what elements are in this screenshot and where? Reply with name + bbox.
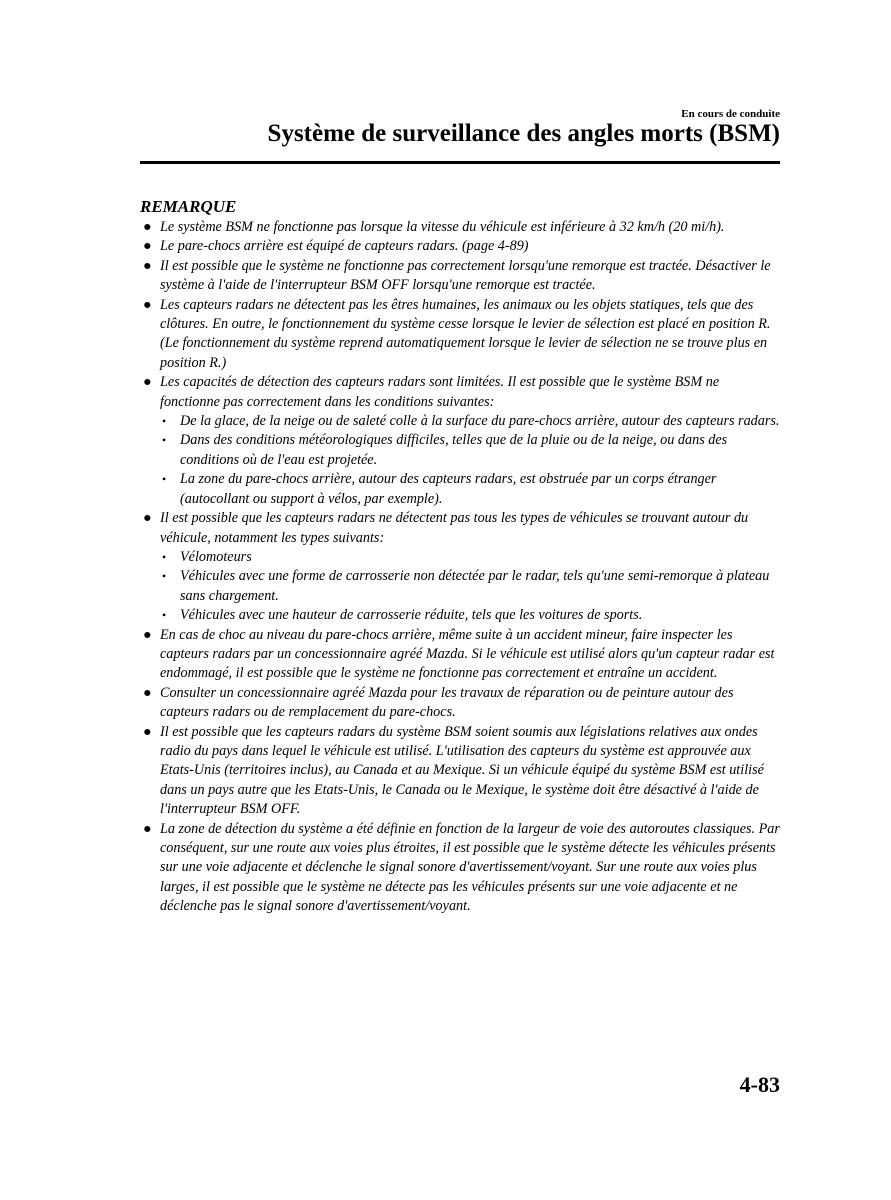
note-item-text: Les capacités de détection des capteurs radars sont limitées. Il est possible que le système BSM ne fonctionne pas correctement dans les conditions suivantes:	[160, 374, 720, 410]
title-divider	[140, 161, 780, 164]
sub-bullet-icon: •	[162, 608, 167, 623]
sub-item-text: Vélomoteurs	[180, 548, 252, 565]
sub-item	[160, 431, 780, 470]
sub-item	[160, 548, 780, 567]
bullet-icon: ●	[143, 238, 152, 255]
bullet-icon: ●	[143, 684, 152, 701]
note-item-text: La zone de détection du système a été définie en fonction de la largeur de voie des autoroutes classiques. Par conséquent, sur une route aux voies plus étroites, il est possible que le système détecte les véhicules présents sur une voie adjacente et déclenche le signal sonore d'avertissement/voyant. Sur une route aux voies plus larges, il est possible que le système ne détecte pas les véhicules présents sur une voie adjacente et ne déclenche pas le signal sonore d'avertissement/voyant.	[160, 820, 780, 915]
note-item-text: Les capteurs radars ne détectent pas les êtres humaines, les animaux ou les objets statiques, tels que des clôtures. En outre, le fonctionnement du système cesse lorsque le levier de sélection est placé en position R. (Le fonctionnement du système reprend automatiquement lorsque le levier de sélection ne se trouve plus en position R.)	[160, 296, 771, 371]
sub-bullet-icon: •	[162, 549, 167, 564]
sub-bullet-icon: •	[162, 569, 167, 584]
page-title: Système de surveillance des angles morts (BSM)	[267, 120, 780, 147]
bullet-icon: ●	[143, 219, 152, 235]
sub-item-text: Véhicules avec une forme de carrosserie non détectée par le radar, tels qu'une semi-remorque à plateau sans chargement.	[180, 568, 770, 604]
note-item-text: Le système BSM ne fonctionne pas lorsque la vitesse du véhicule est inférieure à 32 km/h (20 mi/h).	[160, 219, 725, 235]
sub-bullet-icon: •	[162, 433, 167, 448]
bullet-icon: ●	[143, 820, 152, 837]
note-list	[140, 218, 780, 917]
bullet-icon: ●	[143, 374, 152, 391]
note-item-text: En cas de choc au niveau du pare-chocs arrière, même suite à un accident mineur, faire inspecter les capteurs radars par un concessionnaire agréé Mazda. Si le véhicule est utilisé alors qu'un capteur radar est endommagé, il est possible que le système ne fonctionne pas correctement et entraîne un accident.	[160, 626, 775, 682]
sub-bullet-icon: •	[162, 414, 167, 429]
note-item	[140, 237, 780, 256]
note-item-text: Il est possible que les capteurs radars du système BSM soient soumis aux législations relatives aux ondes radio du pays dans lequel le véhicule est utilisé. L'utilisation des capteurs du système est approuvée aux Etats-Unis (territoires inclus), au Canada et au Mexique. Si un véhicule équipé du système BSM est utilisé dans un pays autre que les Etats-Unis, le Canada ou le Mexique, le système doit être désactivé à l'aide de l'interrupteur BSM OFF.	[160, 723, 764, 818]
note-item	[140, 257, 780, 296]
note-item	[140, 723, 780, 820]
sub-item-text: Dans des conditions météorologiques difficiles, telles que de la pluie ou de la neige, ou dans des conditions où de l'eau est projetée.	[180, 432, 728, 468]
note-item	[140, 626, 780, 684]
bullet-icon: ●	[143, 626, 152, 643]
sub-list	[160, 548, 780, 626]
note-heading: REMARQUE	[140, 197, 237, 216]
note-item	[140, 684, 780, 723]
bullet-icon: ●	[143, 257, 152, 274]
sub-item-text: Véhicules avec une hauteur de carrosserie réduite, tels que les voitures de sports.	[180, 607, 643, 624]
note-item	[140, 509, 780, 625]
section-header: En cours de conduite	[681, 108, 780, 120]
note-item	[140, 820, 780, 917]
sub-bullet-icon: •	[162, 472, 167, 487]
note-item	[140, 373, 780, 509]
page-number: 4-83	[739, 1072, 780, 1097]
bullet-icon: ●	[143, 296, 152, 313]
sub-item-text: La zone du pare-chocs arrière, autour des capteurs radars, est obstruée par un corps étranger (autocollant ou support à vélos, par exemple).	[180, 471, 717, 507]
note-block	[140, 196, 780, 917]
note-item-text: Il est possible que le système ne fonctionne pas correctement lorsqu'une remorque est tractée. Désactiver le système à l'aide de l'interrupteur BSM OFF lorsqu'une remorque est tractée.	[160, 257, 771, 294]
sub-item	[160, 470, 780, 509]
note-item-text: Le pare-chocs arrière est équipé de capteurs radars. (page 4-89)	[160, 238, 529, 255]
sub-list	[160, 412, 780, 509]
bullet-icon: ●	[143, 510, 152, 527]
note-item	[140, 296, 780, 374]
sub-item	[160, 412, 780, 431]
note-item-text: Il est possible que les capteurs radars ne détectent pas tous les types de véhicules se trouvant autour du véhicule, notamment les types suivants:	[160, 510, 749, 546]
note-item	[140, 218, 780, 237]
sub-item-text: De la glace, de la neige ou de saleté colle à la surface du pare-chocs arrière, autour des capteurs radars.	[180, 413, 780, 430]
sub-item	[160, 606, 780, 625]
note-item-text: Consulter un concessionnaire agréé Mazda pour les travaux de réparation ou de peinture autour des capteurs radars ou de remplacement du pare-chocs.	[160, 684, 734, 721]
bullet-icon: ●	[143, 723, 152, 740]
sub-item	[160, 567, 780, 606]
